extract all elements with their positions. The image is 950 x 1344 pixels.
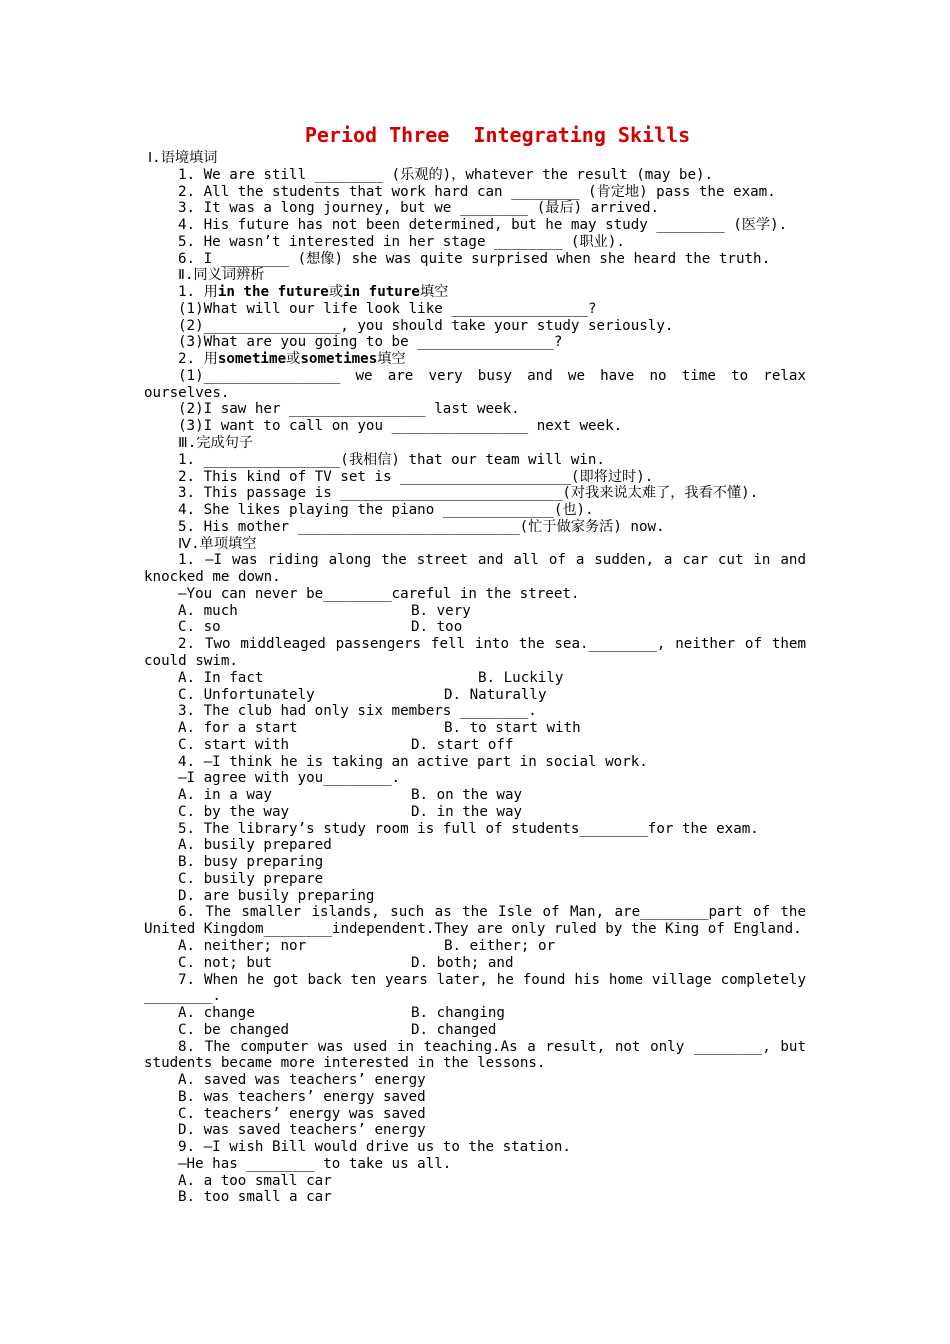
question-line: 4. —I think he is taking an active part in social work.	[178, 753, 648, 770]
keyword: sometimes	[300, 351, 378, 368]
option: D. in the way	[411, 803, 523, 820]
page-title: Period Three Integrating Skills	[304, 123, 691, 147]
text: 2. 用	[178, 351, 218, 368]
option: D. was saved teachers’ energy	[178, 1122, 426, 1139]
option: B. to start with	[444, 720, 581, 737]
question-line: (1)________________ we are very busy and we have no time to relax	[178, 367, 806, 384]
option: C. Unfortunately	[178, 686, 315, 703]
question-line: ________.	[144, 988, 221, 1005]
question-line: —He has ________ to take us all.	[178, 1155, 452, 1172]
text: 填空	[419, 284, 449, 301]
question-line: (3)I want to call on you ________________ next week.	[178, 418, 623, 435]
option: A. saved was teachers’ energy	[178, 1072, 426, 1089]
question-line: —I agree with you________.	[178, 770, 401, 787]
question-line: (3)What are you going to be ________________?	[178, 334, 563, 351]
text: 填空	[377, 351, 406, 368]
question-line: (1)What will our life look like ________________?	[178, 300, 597, 317]
option: A. busily prepared	[178, 837, 332, 854]
question-line: students became more interested in the lessons.	[144, 1055, 546, 1072]
option: A. much	[178, 602, 238, 619]
section-heading: Ⅳ.单项填空	[178, 535, 257, 552]
option-row	[144, 619, 806, 636]
option: D. Naturally	[444, 686, 547, 703]
option-row	[144, 1005, 806, 1022]
section-heading: Ⅰ.语境填词	[148, 150, 218, 166]
question-line: 6. I ________ (想像) she was quite surprised when she heard the truth.	[178, 250, 771, 267]
option: D. both; and	[411, 954, 514, 971]
question-line: 4. She likes playing the piano _____________(也).	[178, 502, 594, 519]
question-line: knocked me down.	[144, 569, 281, 586]
option: C. teachers’ energy was saved	[178, 1105, 426, 1122]
question-line: 9. —I wish Bill would drive us to the station.	[178, 1139, 571, 1156]
option-row	[144, 1022, 806, 1039]
question-line: United Kingdom________independent.They are only ruled by the King of England.	[144, 921, 802, 938]
option-row	[144, 955, 806, 972]
option: C. not; but	[178, 954, 272, 971]
question-line: 5. The library’s study room is full of students________for the exam.	[178, 820, 759, 837]
question-line: 4. His future has not been determined, but he may study ________ (医学).	[178, 217, 788, 234]
question-line: 3. The club had only six members ________.	[178, 703, 537, 720]
question-line: 2. Two middleaged passengers fell into the sea.________, neither of them	[178, 636, 806, 653]
option-row	[144, 787, 806, 804]
question-line: 6. The smaller islands, such as the Isle of Man, are________part of the	[178, 904, 806, 921]
option: B. was teachers’ energy saved	[178, 1088, 426, 1105]
option-row	[144, 670, 806, 687]
option: B. too small a car	[178, 1189, 332, 1206]
option: A. neither; nor	[178, 937, 307, 954]
option-row	[144, 737, 806, 754]
option: B. busy preparing	[178, 854, 324, 871]
question-line: 1. We are still ________ (乐观的)，whatever the result (may be).	[178, 166, 714, 183]
option: D. start off	[411, 736, 514, 753]
question-line: 1. ________________(我相信) that our team will win.	[178, 451, 605, 468]
option-row	[144, 720, 806, 737]
option: C. busily prepare	[178, 870, 324, 887]
question-line: —You can never be________careful in the street.	[178, 585, 580, 602]
question-line: could swim.	[144, 652, 238, 669]
option: B. very	[411, 602, 471, 619]
subquestion-heading	[144, 284, 806, 301]
question-line: (2)I saw her ________________ last week.	[178, 401, 520, 418]
section-heading: Ⅲ.完成句子	[178, 435, 254, 452]
option: A. for a start	[178, 720, 298, 737]
option-row	[144, 687, 806, 704]
option: C. so	[178, 619, 221, 636]
option: A. a too small car	[178, 1172, 332, 1189]
worksheet-content	[144, 150, 806, 1206]
question-line: 3. It was a long journey, but we ________ (最后) arrived.	[178, 200, 660, 217]
question-line: 2. All the students that work hard can ________ (肯定地) pass the exam.	[178, 183, 776, 200]
section-heading: Ⅱ.同义词辨析	[178, 267, 265, 284]
question-line: 8. The computer was used in teaching.As a result, not only ________, but	[178, 1038, 806, 1055]
option: A. in a way	[178, 787, 272, 804]
option: B. on the way	[411, 787, 523, 804]
question-line: 3. This passage is __________________________(对我来说太难了，我看不懂).	[178, 485, 759, 502]
option: B. changing	[411, 1005, 505, 1022]
question-line: 2. This kind of TV set is ____________________(即将过时).	[178, 468, 654, 485]
text: 或	[286, 351, 301, 368]
option: A. change	[178, 1005, 255, 1022]
question-line: 7. When he got back ten years later, he found his home village completely	[178, 971, 806, 988]
option-row	[144, 938, 806, 955]
question-line: 5. His mother __________________________(忙于做家务活) now.	[178, 518, 665, 535]
keyword: in future	[343, 284, 420, 301]
question-line: 1. —I was riding along the street and all of a sudden, a car cut in and	[178, 552, 806, 569]
option: B. either; or	[444, 937, 556, 954]
option: A. In fact	[178, 669, 264, 686]
option: C. start with	[178, 736, 290, 753]
subquestion-heading	[144, 351, 806, 368]
question-line: ourselves.	[144, 384, 230, 401]
text: 1. 用	[178, 284, 218, 301]
option: D. are busily preparing	[178, 887, 375, 904]
option: B. Luckily	[478, 669, 564, 686]
question-line: 5. He wasn’t interested in her stage ________ (职业).	[178, 233, 625, 250]
option: C. by the way	[178, 803, 290, 820]
question-line: (2)________________, you should take your study seriously.	[178, 317, 674, 334]
keyword: in the future	[217, 284, 329, 301]
option: C. be changed	[178, 1021, 290, 1038]
option: D. changed	[411, 1021, 497, 1038]
option-row	[144, 804, 806, 821]
option-row	[144, 603, 806, 620]
keyword: sometime	[217, 351, 287, 368]
text: 或	[328, 284, 344, 301]
option: D. too	[411, 619, 463, 636]
